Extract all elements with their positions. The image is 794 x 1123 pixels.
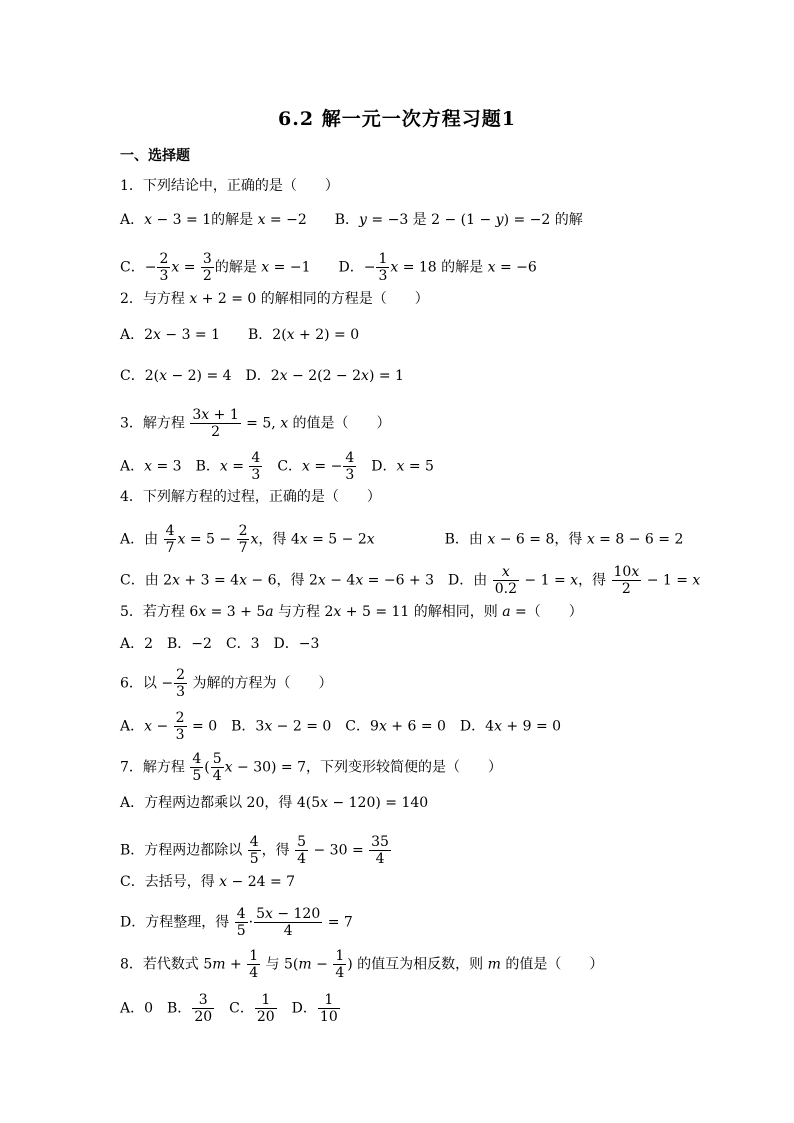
question-1-options-cd: C．− $\frac{2}{3}$ x = $\frac{3}{2}$ 的解是 x = −1 D．− $\frac{1}{3}$ x = 18 的解是 x = −6 <box>120 251 537 284</box>
question-7-option-b: B．方程两边都除以 $\frac{4}{5}$ ，得 $\frac{5}{4}$ − 30 = $\frac{35}{4}$ <box>120 834 389 867</box>
question-2-options-cd: C．2(x − 2) = 4 D．2x − 2(2 − 2x) = 1 <box>120 368 404 384</box>
question-3-options: A．x = 3 B．x = $\frac{4}{3}$ C．x = − $\frac{4}{3}$ D．x = 5 <box>120 450 434 483</box>
question-7-option-a: A．方程两边都乘以 20，得 4(5x − 120) = 140 <box>120 795 429 811</box>
question-7-option-d: D．方程整理，得 $\frac{4}{5}$ · $\frac{5x - 120}{4}$ = 7 <box>120 906 353 939</box>
question-2-stem: 2．与方程 x + 2 = 0 的解相同的方程是（ ） <box>120 291 429 307</box>
question-3-stem: 3．解方程 $\frac{3x + 1}{2}$ = 5, x 的值是（ ） <box>120 407 391 440</box>
question-4-options-ab: A．由 $\frac{4}{7}$ x = 5 − $\frac{2}{7}$ x，得 4x = 5 − 2x B．由 x − 6 = 8，得 x = 8 − 6 = 2 <box>120 523 684 556</box>
question-7-option-c: C．去括号，得 x − 24 = 7 <box>120 874 296 890</box>
question-6-stem: 6．以 − $\frac{2}{3}$ 为解的方程为（ ） <box>120 667 333 700</box>
question-4-stem: 4．下列解方程的过程，正确的是（ ） <box>120 489 381 505</box>
question-6-options: A．x − $\frac{2}{3}$ = 0 B．3x − 2 = 0 C．9x + 6 = 0 D．4x + 9 = 0 <box>120 710 562 743</box>
question-8-options: A．0 B． $\frac{3}{20}$ C． $\frac{1}{20}$ D． $\frac{1}{10}$ <box>120 992 338 1025</box>
question-7-stem: 7．解方程 $\frac{4}{5}$ ( $\frac{5}{4}$ x − 30) = 7，下列变形较简便的是（ ） <box>120 751 503 784</box>
question-5-options: A．2 B．−2 C．3 D．−3 <box>120 636 320 652</box>
question-4-options-cd: C．由 2x + 3 = 4x − 6，得 2x − 4x = −6 + 3 D．由 $\frac{x}{0.2}$ − 1 = x，得 $\frac{10x}{2}$ − 1 = x <box>120 564 701 597</box>
section-heading: 一、选择题 <box>120 148 190 164</box>
question-5-stem: 5．若方程 6x = 3 + 5a 与方程 2x + 5 = 11 的解相同，则 a =（ ） <box>120 604 583 620</box>
question-2-options-ab: A．2x − 3 = 1 B．2(x + 2) = 0 <box>120 327 360 343</box>
question-1-options-ab: A．x − 3 = 1的解是 x = −2 B．y = −3 是 2 − (1 − y) = −2 的解 <box>120 212 583 228</box>
question-8-stem: 8．若代数式 5m + $\frac{1}{4}$ 与 5(m − $\frac{1}{4}$ ) 的值互为相反数，则 m 的值是（ ） <box>120 948 604 981</box>
question-1-stem: 1．下列结论中，正确的是（ ） <box>120 178 339 194</box>
page-title: 6.2 解一元一次方程习题1 <box>278 108 516 130</box>
